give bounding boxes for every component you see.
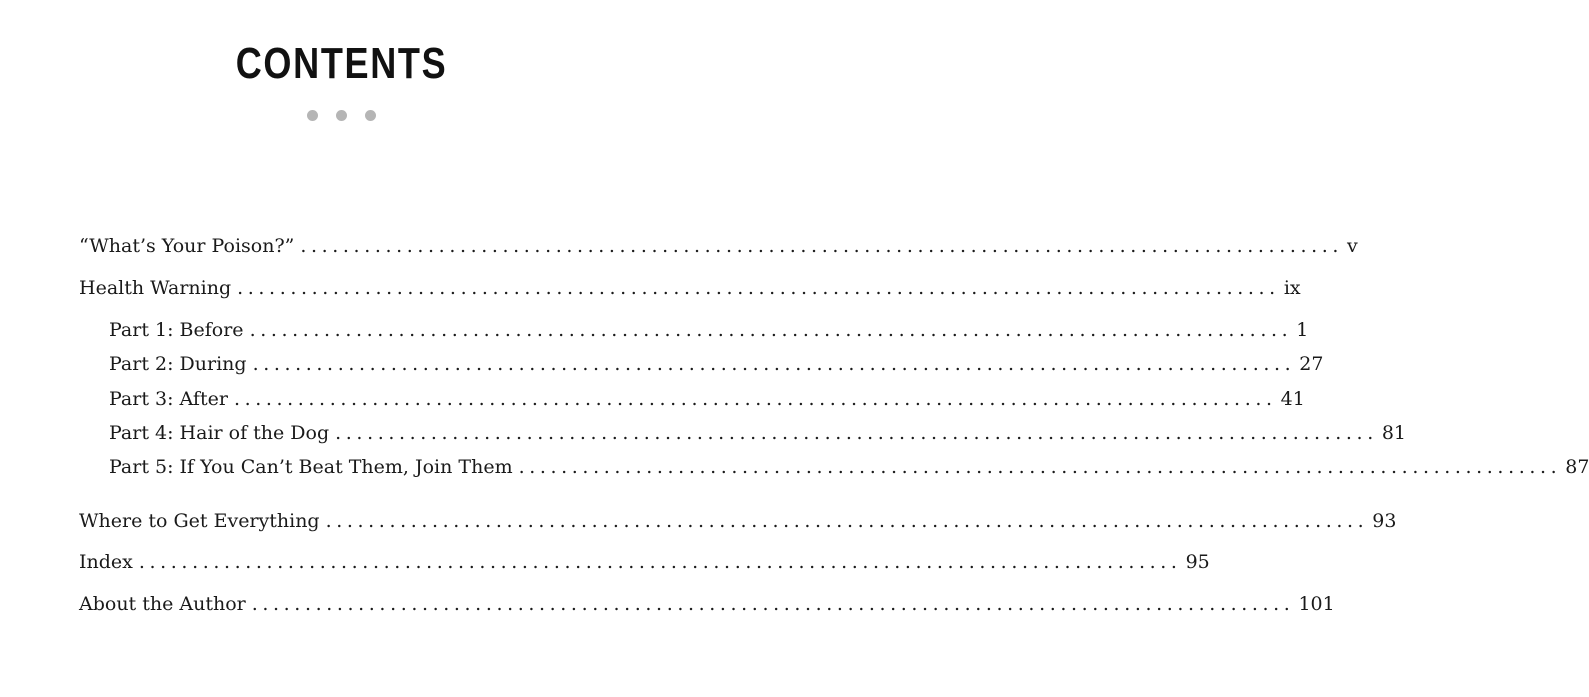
- toc-entry-label: Index: [79, 551, 133, 573]
- toc-page-number: 93: [1372, 510, 1397, 532]
- toc-subentry[interactable]: [109, 453, 1589, 481]
- toc-entry-label: Part 2: During: [109, 353, 247, 375]
- toc-entry-label: Part 5: If You Can’t Beat Them, Join Them: [109, 456, 513, 478]
- toc-page-number: v: [1347, 235, 1358, 257]
- toc-dot-leader: ..................................................................................................: [300, 235, 1344, 257]
- toc-entry-label: Part 4: Hair of the Dog: [109, 422, 330, 444]
- toc-page-number: ix: [1283, 277, 1301, 299]
- toc-dot-leader: ..................................................................................................: [249, 319, 1293, 341]
- toc-entry-label: About the Author: [79, 593, 246, 615]
- toc-page-number: 87: [1565, 456, 1589, 478]
- toc-page-number: 1: [1296, 319, 1309, 341]
- toc-dot-leader: ..................................................................................................: [233, 388, 1277, 410]
- toc-page-number: 41: [1280, 388, 1305, 410]
- toc-dot-leader: ..................................................................................................: [252, 353, 1296, 375]
- ornament-dot-icon: [365, 110, 376, 121]
- toc-dot-leader: ..................................................................................................: [335, 422, 1378, 444]
- toc-entry[interactable]: [79, 590, 1335, 618]
- toc-entry-label: Part 1: Before: [109, 319, 244, 341]
- toc-entry[interactable]: [79, 507, 1397, 535]
- toc-subentry[interactable]: [109, 350, 1324, 378]
- toc-entry-label: “What’s Your Poison?”: [79, 235, 295, 257]
- toc-entry[interactable]: [79, 232, 1358, 260]
- toc-subentry[interactable]: [109, 385, 1305, 413]
- toc-dot-leader: ..................................................................................................: [237, 277, 1280, 299]
- ornament-dot-icon: [307, 110, 318, 121]
- toc-entry-label: Where to Get Everything: [79, 510, 320, 532]
- ornament-dots: [0, 110, 683, 121]
- toc-entry-label: Health Warning: [79, 277, 232, 299]
- toc-dot-leader: ..................................................................................................: [518, 456, 1562, 478]
- toc-entry[interactable]: [79, 274, 1301, 302]
- page-title: CONTENTS: [235, 39, 448, 88]
- toc-subentry[interactable]: [109, 316, 1309, 344]
- toc-dot-leader: ..................................................................................................: [325, 510, 1369, 532]
- toc-dot-leader: ..................................................................................................: [251, 593, 1295, 615]
- ornament-dot-icon: [336, 110, 347, 121]
- toc-subentry[interactable]: [109, 419, 1407, 447]
- toc-page-number: 95: [1185, 551, 1210, 573]
- toc-page-number: 27: [1299, 353, 1324, 375]
- toc-dot-leader: ..................................................................................................: [138, 551, 1182, 573]
- toc-page-number: 101: [1298, 593, 1335, 615]
- toc-page-number: 81: [1381, 422, 1407, 444]
- toc-entry[interactable]: [79, 548, 1210, 576]
- toc-entry-label: Part 3: After: [109, 388, 228, 410]
